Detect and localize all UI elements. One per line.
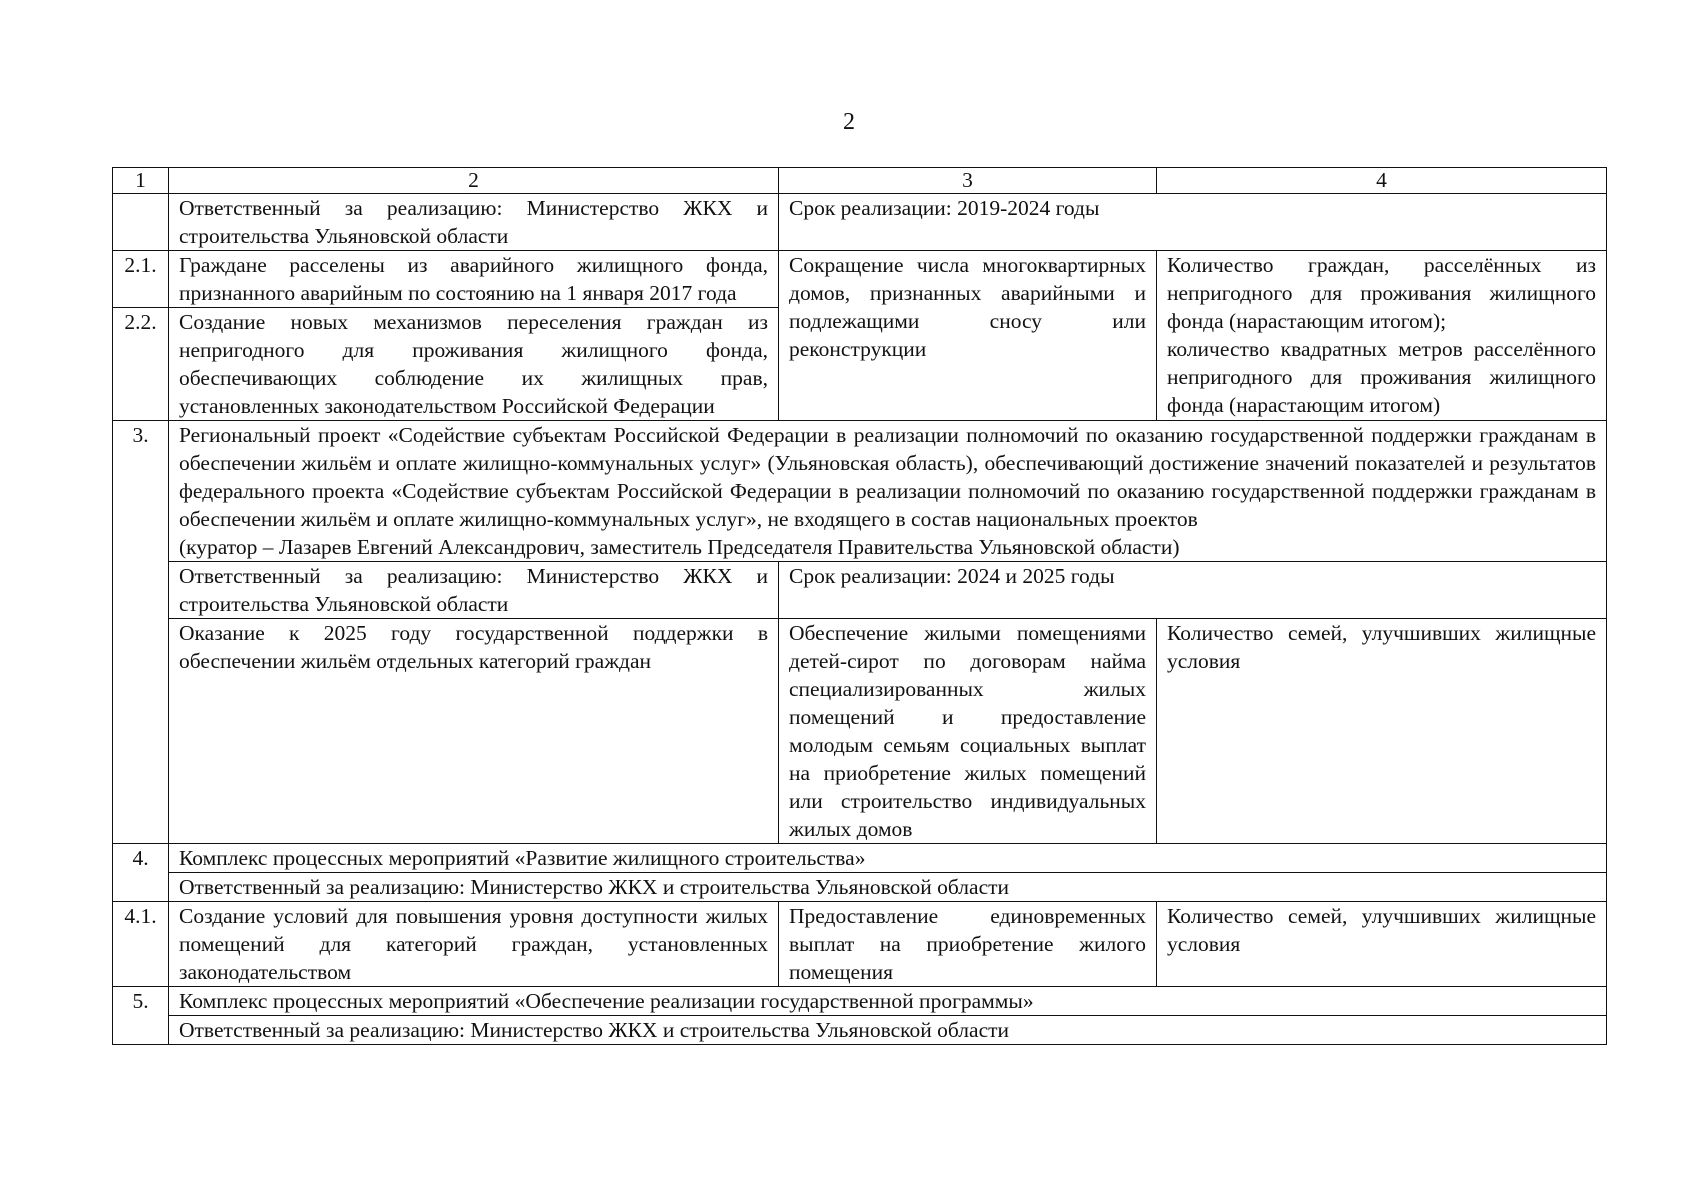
indicator-cell: Количество семей, улучшивших жилищные условия [1157,902,1607,987]
header-cell-3: 3 [779,168,1157,194]
table-row [113,194,1607,251]
row-number: 3. [113,421,169,844]
project-title: Региональный проект «Содействие субъектам Российской Федерации в реализации полномочий по оказанию государственной поддержки гражданам в обеспечении жильём и оплате жилищно-коммунальных услуг» (Ульяновская область), обеспечивающий достижение значений показателей и результатов федерального проекта «Содействие субъектам Российской Федерации в реализации полномочий по оказанию государственной поддержки гражданам в обеспечении жильём и оплате жилищно-коммунальных услуг», не входящего в состав национальных проектов [179,423,1596,531]
complex-title-cell: Комплекс процессных мероприятий «Обеспечение реализации государственной программы» [169,987,1607,1016]
header-cell-4: 4 [1157,168,1607,194]
responsible-cell: Ответственный за реализацию: Министерство ЖКХ и строительства Ульяновской области [169,194,779,251]
table-row [113,844,1607,873]
period-cell: Срок реализации: 2024 и 2025 годы [779,562,1607,619]
period-cell: Срок реализации: 2019-2024 годы [779,194,1607,251]
effect-cell: Сокращение числа многоквартирных домов, признанных аварийными и подлежащими сносу или реконструкции [779,251,1157,421]
page-number: 2 [843,109,855,135]
responsible-cell: Ответственный за реализацию: Министерство ЖКХ и строительства Ульяновской области [169,562,779,619]
header-cell-1: 1 [113,168,169,194]
table-row [113,902,1607,987]
table-row [113,1016,1607,1045]
row-number: 2.1. [113,251,169,308]
task-cell: Создание новых механизмов переселения граждан из непригодного для проживания жилищного фонда, обеспечивающих соблюдение их жилищных прав, установленных законодательством Российской Федерации [169,308,779,421]
table-row [113,873,1607,902]
project-title-cell [169,421,1607,562]
task-cell: Создание условий для повышения уровня доступности жилых помещений для категорий граждан, установленных законодательством [169,902,779,987]
complex-title-cell: Комплекс процессных мероприятий «Развитие жилищного строительства» [169,844,1607,873]
row-number: 4. [113,844,169,902]
responsible-cell: Ответственный за реализацию: Министерство ЖКХ и строительства Ульяновской области [169,873,1607,902]
header-cell-2: 2 [169,168,779,194]
program-structure-table [112,167,1607,1045]
project-curator: (куратор – Лазарев Евгений Александрович, заместитель Председателя Правительства Ульяновской области) [179,535,1180,559]
table-row [113,619,1607,844]
table-row [113,421,1607,562]
effect-cell: Обеспечение жилыми помещениями детей-сирот по договорам найма специализированных жилых помещений и предоставление молодым семьям социальных выплат на приобретение жилых помещений или строительство индивидуальных жилых домов [779,619,1157,844]
responsible-cell: Ответственный за реализацию: Министерство ЖКХ и строительства Ульяновской области [169,1016,1607,1045]
table-row [113,562,1607,619]
indicator-text: Количество граждан, расселённых из непригодного для проживания жилищного фонда (нарастающим итогом); [1167,253,1596,333]
row-number: 5. [113,987,169,1045]
effect-cell: Предоставление единовременных выплат на приобретение жилого помещения [779,902,1157,987]
task-cell: Граждане расселены из аварийного жилищного фонда, признанного аварийным по состоянию на 1 января 2017 года [169,251,779,308]
row-number: 4.1. [113,902,169,987]
row-number: 2.2. [113,308,169,421]
table-header-row [113,168,1607,194]
indicator-cell: Количество семей, улучшивших жилищные условия [1157,619,1607,844]
row-number [113,194,169,251]
table-row [113,987,1607,1016]
indicator-text: количество квадратных метров расселённого непригодного для проживания жилищного фонда (нарастающим итогом) [1167,337,1596,417]
indicator-cell [1157,251,1607,421]
table-row [113,251,1607,308]
task-cell: Оказание к 2025 году государственной поддержки в обеспечении жильём отдельных категорий граждан [169,619,779,844]
